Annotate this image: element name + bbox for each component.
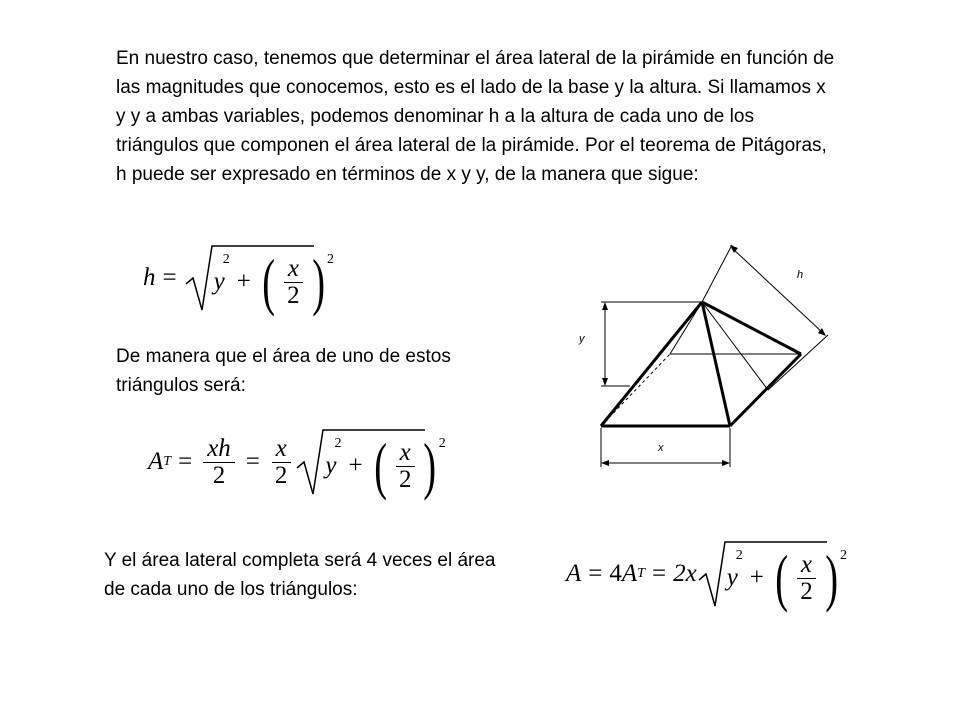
equation-area-triangle	[148, 426, 446, 501]
final-paragraph	[104, 546, 514, 604]
eq1-plus: +	[236, 268, 251, 295]
eq3-two-x: 2x	[673, 560, 697, 587]
eq2-frac-den-2: 2	[274, 461, 288, 489]
eq1-frac-den: 2	[287, 281, 300, 309]
h-extension-bottom	[768, 335, 828, 390]
eq2-outer-exp: 2	[438, 436, 446, 451]
sqrt-sign-icon	[697, 538, 827, 613]
eq3-sub: T	[637, 566, 645, 581]
eq1-lhs: h	[143, 264, 156, 291]
y-arrow-bottom-icon	[602, 378, 608, 386]
eq3-AT: A	[621, 560, 638, 587]
eq2-sqrt	[295, 426, 446, 501]
eq3-outer-exp: 2	[840, 548, 848, 563]
eq2-inner-num: x	[396, 440, 415, 467]
equation-h	[143, 242, 334, 317]
eq1-y-exp: 2	[222, 252, 230, 267]
eq3-four: 4	[609, 560, 622, 587]
eq3-A: A	[566, 560, 582, 587]
equation-total-area	[566, 538, 848, 613]
left-lateral-edge	[601, 302, 702, 426]
label-x: x	[658, 442, 664, 454]
eq3-equals-2: =	[651, 560, 667, 587]
eq3-y-exp: 2	[735, 548, 743, 563]
h-extension-top	[702, 245, 732, 302]
eq2-inner-den: 2	[398, 465, 412, 493]
eq3-equals-1: =	[588, 560, 603, 587]
eq2-y-exp: 2	[334, 436, 342, 451]
eq3-frac-num: x	[797, 552, 816, 579]
eq2-rparen: )	[423, 430, 437, 501]
eq3-frac-den: 2	[800, 577, 813, 605]
x-arrow-left-icon	[601, 460, 609, 466]
label-h: h	[797, 269, 804, 281]
x-arrow-right-icon	[722, 460, 730, 466]
eq1-outer-exp: 2	[326, 252, 334, 267]
eq2-frac-den-1: 2	[212, 461, 226, 489]
eq3-rparen: )	[824, 542, 838, 613]
eq2-frac-num-xh: xh	[203, 436, 235, 463]
h-dimension-line	[732, 248, 823, 333]
pyramid-diagram	[570, 235, 840, 475]
sqrt-sign-icon	[295, 426, 425, 501]
eq2-fraction-xh	[203, 436, 235, 489]
eq3-y: y	[726, 564, 738, 591]
eq3-sqrt	[697, 538, 848, 613]
eq1-frac-num: x	[284, 256, 303, 283]
eq2-frac-num-x: x	[272, 436, 291, 463]
label-y: y	[579, 333, 585, 345]
eq3-lparen: (	[775, 542, 788, 613]
eq1-lparen: (	[262, 246, 275, 317]
intro-text: En nuestro caso, tenemos que determinar el área lateral de la pirámide en función de las magnitudes que conocemos, esto es el lado de la base y la altura. Si llamamos x y y a ambas variables, podemos denominar h a la altura de cada uno de los triángulos que componen el área lateral de la pirámide. Por el teorema de Pitágoras, h puede ser expresado en términos de x y y, de la manera que sigue:	[116, 48, 835, 185]
eq1-sqrt	[184, 242, 334, 317]
middle-paragraph	[116, 342, 526, 400]
intro-paragraph	[116, 44, 836, 189]
eq2-plus: +	[348, 452, 363, 479]
eq1-y: y	[213, 268, 225, 295]
right-base-edge	[730, 354, 801, 426]
right-lateral-edge	[702, 302, 801, 354]
eq2-fraction-x	[271, 436, 292, 489]
sqrt-sign-icon	[184, 242, 314, 317]
eq2-y: y	[325, 452, 337, 479]
eq2-equals-2: =	[245, 448, 260, 475]
final-text: Y el área lateral completa será 4 veces el área de cada uno de los triángulos:	[104, 550, 496, 600]
eq1-equals: =	[162, 264, 177, 291]
eq3-plus: +	[749, 564, 764, 591]
eq1-rparen: )	[311, 246, 325, 317]
eq2-A: A	[148, 448, 164, 475]
eq2-lparen: (	[373, 430, 387, 501]
eq2-equals-1: =	[178, 448, 193, 475]
eq2-sub: T	[163, 454, 172, 469]
middle-text: De manera que el área de uno de estos triángulos será:	[116, 346, 451, 396]
y-arrow-top-icon	[602, 302, 608, 310]
